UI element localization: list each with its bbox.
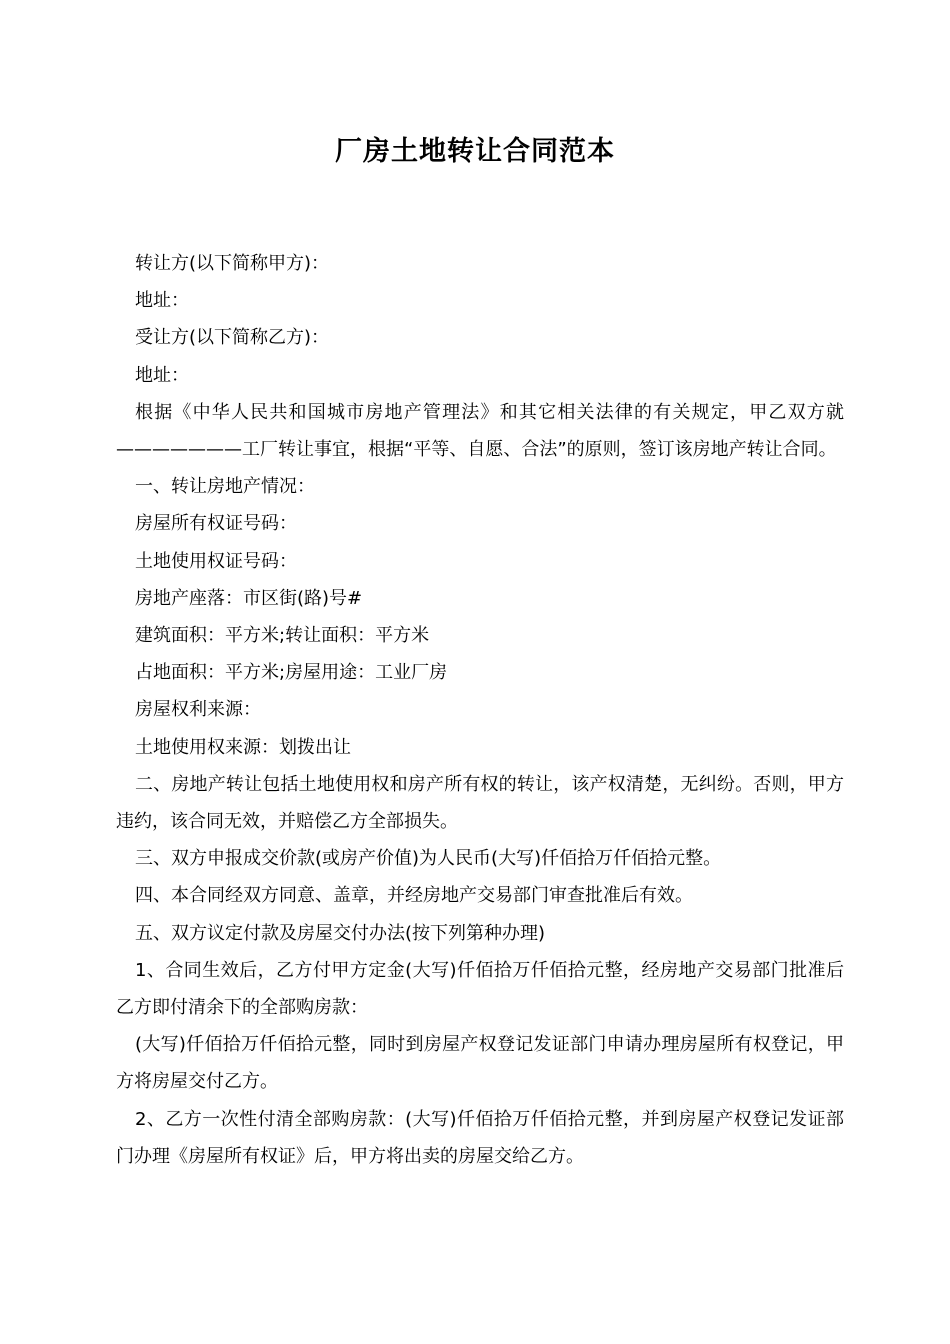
document-body	[116, 245, 844, 1175]
paragraph-land-use-source: 土地使用权来源：划拨出让	[135, 736, 351, 758]
paragraph-land-area: 占地面积：平方米;房屋用途：工业厂房	[135, 662, 448, 684]
paragraph-section-3: 三、双方申报成交价款(或房产价值)为人民币(大写)仟佰拾万仟佰拾元整。	[135, 848, 722, 870]
paragraph-land-cert-number: 土地使用权证号码：	[135, 550, 297, 572]
paragraph-building-area: 建筑面积：平方米;转让面积：平方米	[135, 625, 430, 647]
paragraph-ownership-cert-number: 房屋所有权证号码：	[135, 513, 297, 535]
paragraph-transferor-address: 地址：	[135, 290, 189, 312]
paragraph-payment-option-1: 1、合同生效后，乙方付甲方定金(大写)仟佰拾万仟佰拾元整，经房地产交易部门批准后乙方即付清余下的全部购房款：	[116, 959, 844, 1019]
paragraph-property-location: 房地产座落：市区街(路)号#	[135, 587, 363, 609]
paragraph-section-1-heading: 一、转让房地产情况：	[135, 476, 315, 498]
paragraph-transferee-address: 地址：	[135, 364, 189, 386]
paragraph-ownership-source: 房屋权利来源：	[135, 699, 261, 721]
document-title: 厂房土地转让合同范本	[335, 136, 615, 167]
paragraph-section-5-heading: 五、双方议定付款及房屋交付办法(按下列第种办理)	[135, 922, 546, 944]
paragraph-payment-option-2: 2、乙方一次性付清全部购房款：(大写)仟佰拾万仟佰拾元整，并到房屋产权登记发证部门办理《房屋所有权证》后，甲方将出卖的房屋交给乙方。	[116, 1108, 844, 1167]
paragraph-payment-option-1-cont: (大写)仟佰拾万仟佰拾元整，同时到房屋产权登记发证部门申请办理房屋所有权登记，甲方将房屋交付乙方。	[116, 1034, 844, 1093]
paragraph-preamble: 根据《中华人民共和国城市房地产管理法》和其它相关法律的有关规定，甲乙双方就———————工厂转让事宜，根据“平等、自愿、合法”的原则，签订该房地产转让合同。	[116, 401, 844, 461]
paragraph-transferee: 受让方(以下简称乙方)：	[135, 327, 330, 349]
paragraph-section-4: 四、本合同经双方同意、盖章，并经房地产交易部门审查批准后有效。	[135, 885, 693, 907]
paragraph-section-2: 二、房地产转让包括土地使用权和房产所有权的转让，该产权清楚，无纠纷。否则，甲方违约，该合同无效，并赔偿乙方全部损失。	[116, 773, 844, 833]
paragraph-transferor: 转让方(以下简称甲方)：	[135, 253, 330, 274]
